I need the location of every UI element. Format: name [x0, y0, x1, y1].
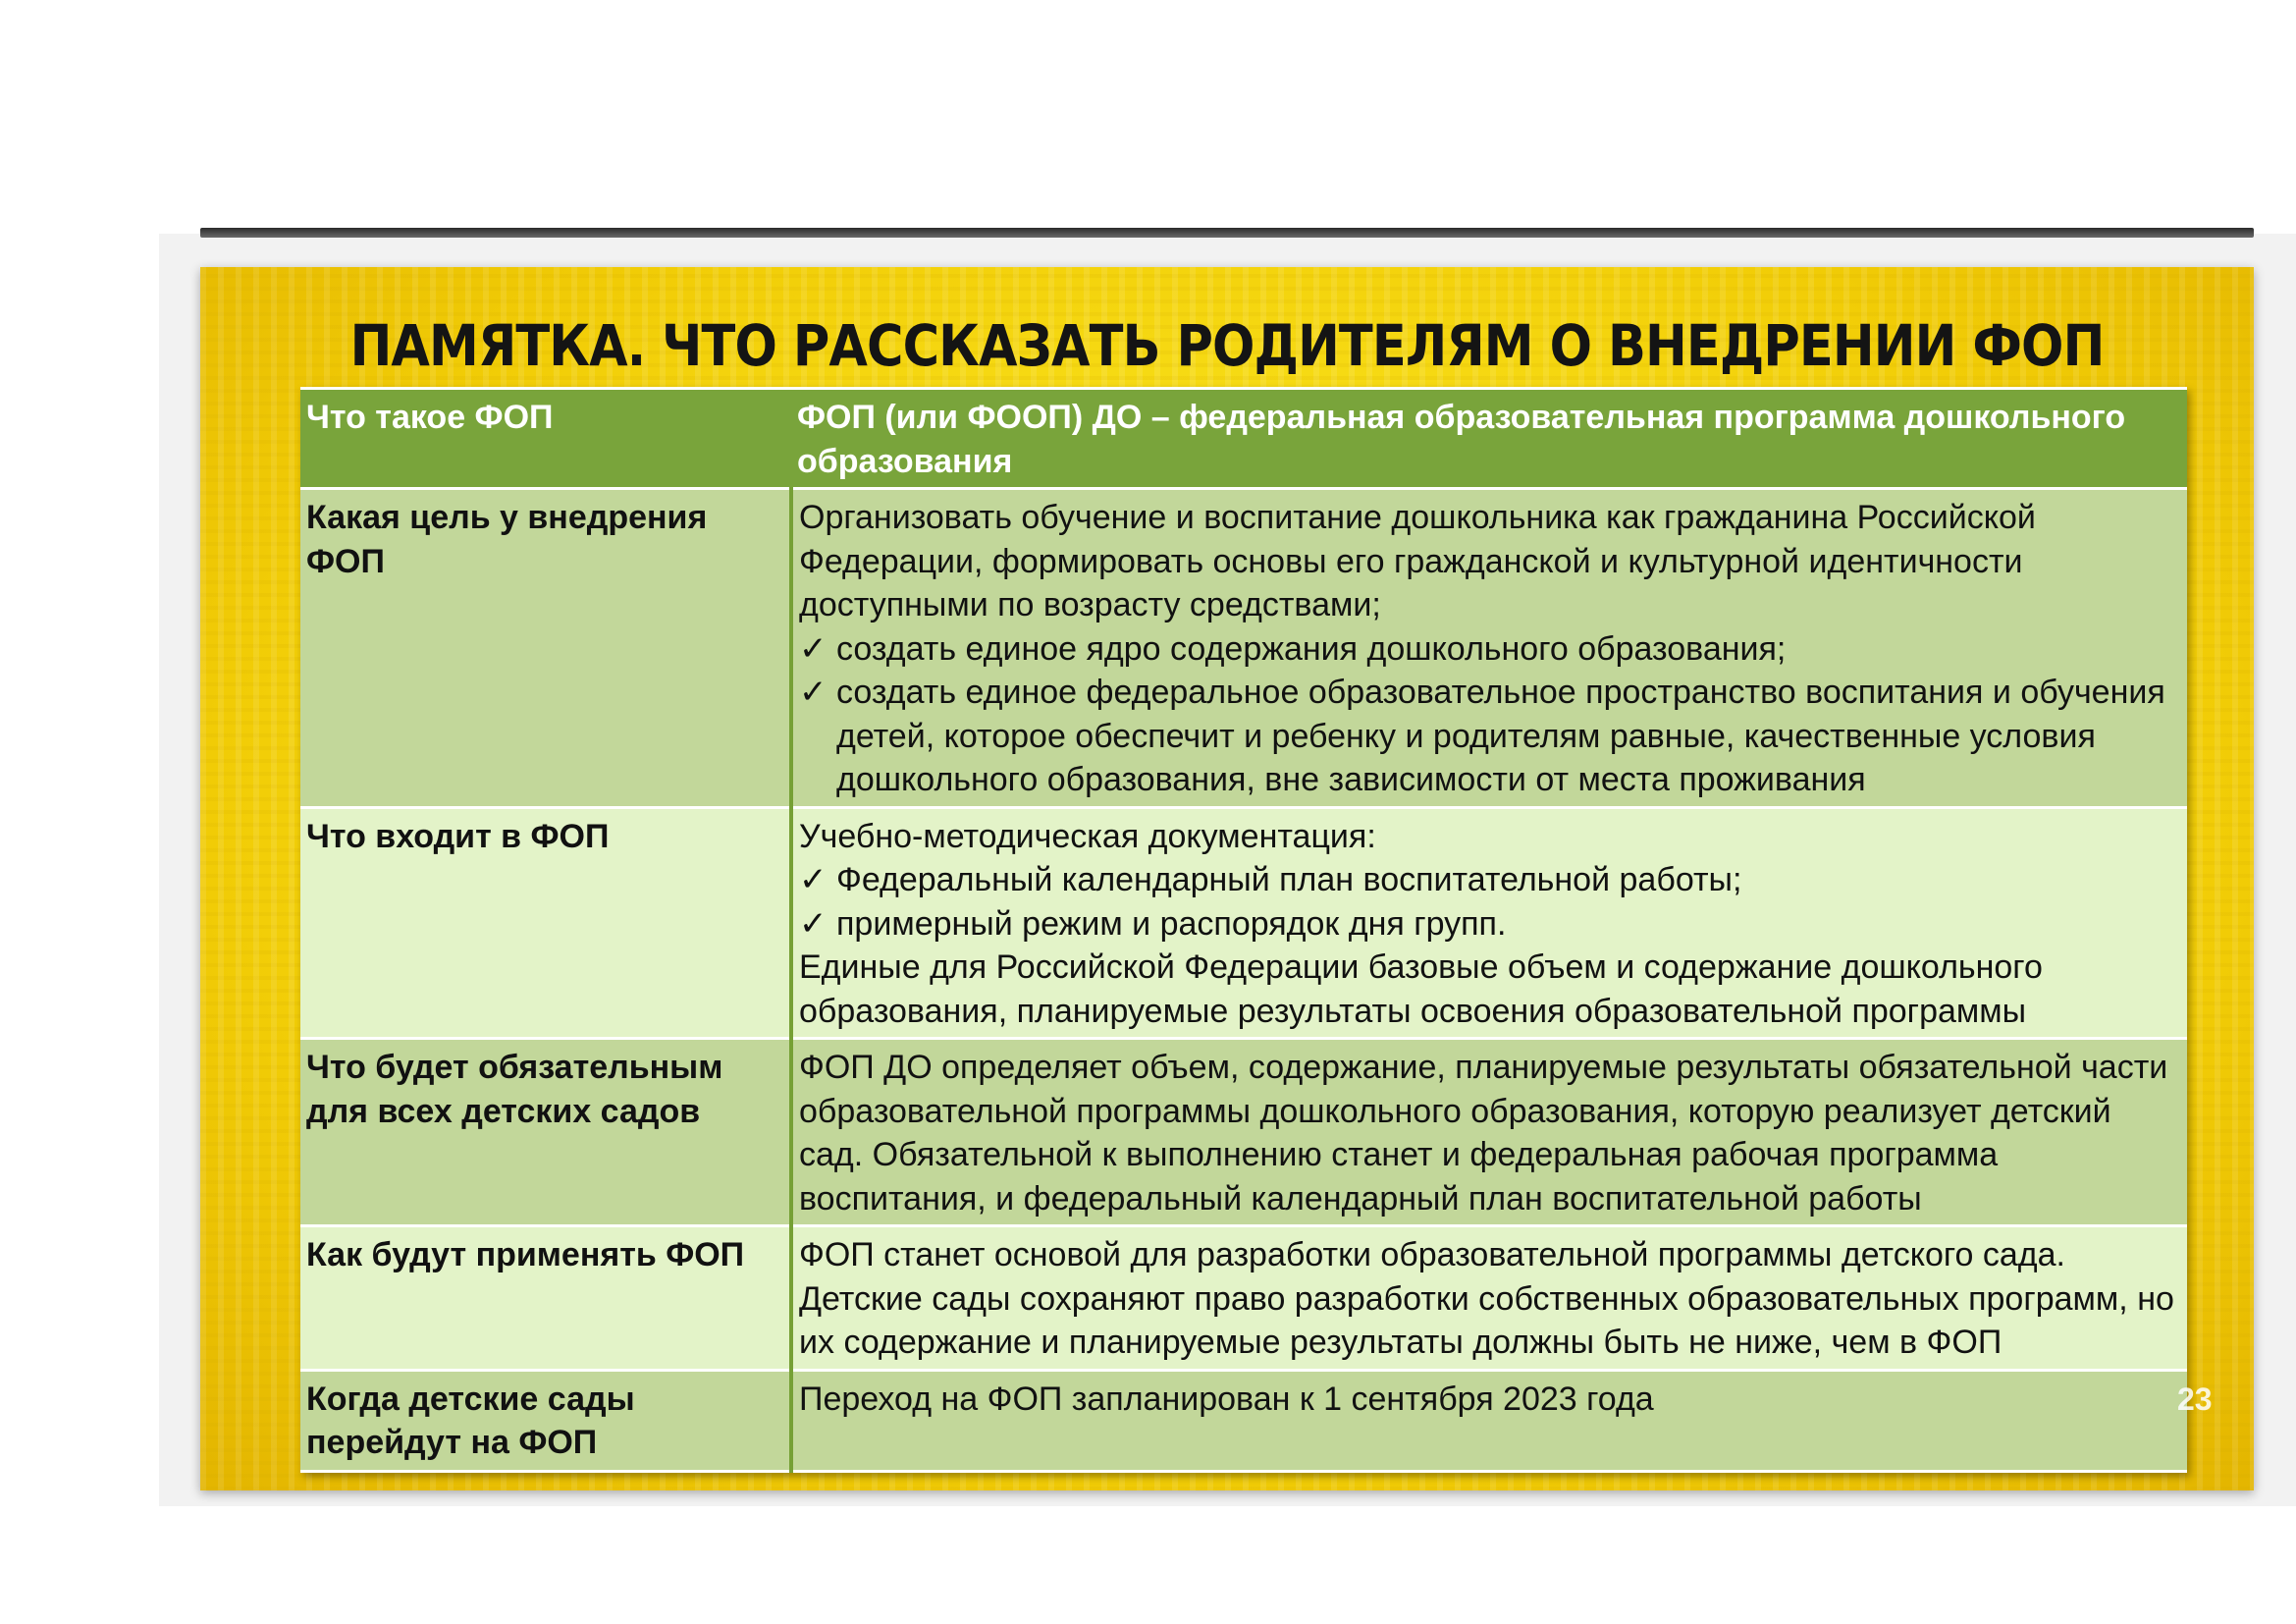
checklist-text: создать единое федеральное образовательное пространство воспитания и обучения детей, которое обеспечит и ребенку и родителям равные, качественные условия дошкольного образования, вне зависимости от места проживания	[836, 674, 2165, 798]
checklist-text: создать единое ядро содержания дошкольного образования;	[836, 629, 1787, 668]
answer-intro: Организовать обучение и воспитание дошкольника как гражданина Российской Федерации, формировать основы его гражданской и культурной идентичности доступными по возрасту средствами;	[799, 499, 2036, 623]
checklist-text: Федеральный календарный план воспитательной работы;	[836, 861, 1742, 898]
slide-title: ПАМЯТКА. ЧТО РАССКАЗАТЬ РОДИТЕЛЯМ О ВНЕДРЕНИИ ФОП	[349, 312, 2105, 379]
page-number: 23	[2177, 1381, 2213, 1417]
table-header-row	[300, 389, 2187, 489]
answer-cell: Переход на ФОП запланирован к 1 сентября 2023 года	[791, 1370, 2187, 1471]
question-cell: Какая цель у внедрения ФОП	[300, 489, 791, 808]
top-divider	[200, 228, 2254, 238]
check-icon: ✓	[799, 629, 828, 668]
slide	[200, 267, 2254, 1490]
memo-table	[300, 387, 2187, 1473]
check-icon: ✓	[799, 861, 828, 898]
header-question-cell: Что такое ФОП	[300, 389, 791, 489]
question-cell: Что будет обязательным для всех детских садов	[300, 1039, 791, 1226]
check-icon: ✓	[799, 674, 828, 711]
question-cell: Что входит в ФОП	[300, 807, 791, 1039]
header-answer-cell: ФОП (или ФООП) ДО – федеральная образовательная программа дошкольного образования	[791, 389, 2187, 489]
question-cell: Как будут применять ФОП	[300, 1226, 791, 1371]
answer-intro: Учебно-методическая документация:	[799, 817, 1376, 855]
table-row-transition	[300, 1370, 2187, 1471]
answer-cell	[791, 807, 2187, 1039]
table-row-application	[300, 1226, 2187, 1371]
answer-cell	[791, 489, 2187, 808]
checklist-item	[799, 858, 2181, 902]
answer-outro: Единые для Российской Федерации базовые объем и содержание дошкольного образования, планируемые результаты освоения образовательной программы	[799, 948, 2043, 1030]
answer-cell: ФОП ДО определяет объем, содержание, планируемые результаты обязательной части образовательной программы дошкольного образования, которую реализует детский сад. Обязательной к выполнению станет и федеральная рабочая программа воспитания, и федеральный календарный план воспитательной работы	[791, 1039, 2187, 1226]
table-row-mandatory	[300, 1039, 2187, 1226]
checklist-item	[799, 627, 2181, 672]
answer-cell: ФОП станет основой для разработки образовательной программы детского сада. Детские сады сохраняют право разработки собственных образовательных программ, но их содержание и планируемые результаты должны быть не ниже, чем в ФОП	[791, 1226, 2187, 1371]
check-icon: ✓	[799, 904, 828, 943]
checklist-text: примерный режим и распорядок дня групп.	[836, 904, 1507, 943]
question-cell: Когда детские сады перейдут на ФОП	[300, 1370, 791, 1471]
checklist-item	[799, 671, 2181, 802]
table-row-goal	[300, 489, 2187, 808]
table-row-contents	[300, 807, 2187, 1039]
checklist-item	[799, 902, 2181, 947]
